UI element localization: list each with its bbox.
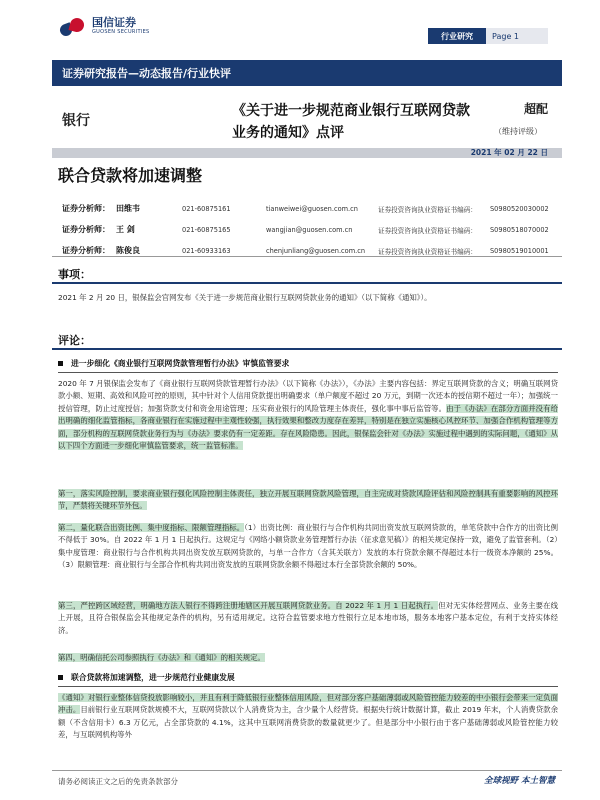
analyst-phone: 021-60875161 [182,204,231,213]
square-bullet-icon [58,675,63,680]
analyst-row [62,198,562,219]
divider [58,372,558,373]
paragraph-text: 但对无实体经营网点、业务主要在线上开展，且符合银保监会其他规定条件的机构，另有适用规定。这符合监管要求地方性银行立足本地市场，服务本地客户基本定位，有利于支持实体经济。 [58,601,558,635]
analyst-email[interactable]: tianweiwei@guosen.com.cn [266,204,358,213]
paragraph [58,488,558,513]
divider [58,686,558,687]
report-title: 《关于进一步规范商业银行互联网贷款业务的通知》点评 [232,103,470,141]
analyst-cert-number: S0980520030002 [490,204,549,213]
analyst-cert-number: S0980518070002 [490,225,549,234]
highlighted-text: 严禁将关键环节外包。 [72,501,147,511]
page-header-bar [428,28,548,44]
paragraph [58,378,558,452]
analyst-row [62,240,562,261]
page-number: Page 1 [486,28,548,44]
analyst-name: 田维韦 [116,204,140,213]
divider [52,256,562,257]
highlighted-text: 第四，明确信托公司参照执行《办法》和《通知》的相关规定。 [58,653,265,662]
analyst-cert-label: 证券投资咨询执业资格证书编码： [378,205,477,214]
highlighted-text: 《通知》从以下四个方面进一步细化审慎监管要求，统一监管标准。 [58,428,558,451]
section-bullet [58,672,558,683]
event-text: 2021 年 2 月 20 日，银保监会官网发布《关于进一步规范商业银行互联网贷款业务的通知》（以下简称《通知》）。 [58,293,432,302]
event-heading: 事项： [58,268,91,281]
analyst-email[interactable]: chenjunliang@guosen.com.cn [266,246,366,255]
industry-label: 银行 [62,113,90,129]
report-date: 2021 年 02 月 22 日 [52,148,562,158]
logo-name-en: GUOSEN SECURITIES [92,29,150,35]
analyst-row [62,219,562,240]
highlighted-text: 第二，量化联合出资比例、集中度指标、限额管理指标。 [58,523,245,532]
section-bullet [58,358,558,369]
paragraph [58,692,558,742]
analyst-phone: 021-60933163 [182,246,231,255]
report-headline: 联合贷款将加速调整 [58,166,203,185]
analyst-cert-number: S0980519010001 [490,246,549,255]
square-bullet-icon [58,361,63,366]
divider [52,348,562,350]
logo-name-cn: 国信证券 [92,16,136,29]
highlighted-text: 《通知》对银行业整体信贷投放影响较小，并且有利于降低银行业整体信用风险，但对部分客户基础薄弱或风险管控能力较差的中小银行会带来一定负面冲击。 [58,693,558,715]
disclaimer-note: 请务必阅读正文之后的免责条款部分 [58,777,178,786]
divider [52,282,562,284]
report-category-banner: 证券研究报告—动态报告/行业快评 [52,60,562,86]
analyst-phone: 021-60875165 [182,225,231,234]
paragraph-text: （1）出资比例：商业银行与合作机构共同出资发放互联网贷款的，单笔贷款中合作方的出资比例不得低于 30%。自 2022 年 1 月 1 日起执行。这规定与《网络小额贷款业务管理暂行办法（征求意见稿）》的相关规定保持一致，避免了监管套利。（2）集中度管理：商业银行与合作机构共同出资发放互联网贷款的，与单一合作方（含其关联方）发放的本行贷款余额不得超过本行一级资本净额的 25%。（3）限额管理：商业银行与全部合作机构共同出资发放的互联网贷款余额不得超过本行全部贷款余额的 50%。 [58,523,558,570]
analyst-role: 证券分析师： [62,246,110,255]
paragraph [58,600,558,637]
report-type-label: 行业研究 [428,28,486,44]
section-bullet-text: 进一步细化《商业银行互联网贷款管理暂行办法》审慎监管要求 [71,359,290,368]
rating-note: （维持评级） [494,127,542,136]
logo-mark-icon [60,16,86,36]
analyst-cert-label: 证券投资咨询执业资格证书编码： [378,226,477,235]
analyst-name: 王 剑 [116,225,135,234]
comment-heading: 评论： [58,334,91,347]
analyst-cert-label: 证券投资咨询执业资格证书编码： [378,247,477,256]
paragraph-text: 目前银行业互联网贷款规模不大，互联网贷款以个人消费贷为主，含少量个人经营贷。根据央行统计数据计算，截止 2019 年末，个人消费贷款余额（不含信用卡）6.3 万亿元，占全部贷款的 4.1%，这其中互联网消费贷款的数量就更少了。但是部分中小银行由于客户基础薄弱或风险管控能力较差，与互联网机构等外 [58,705,558,740]
paragraph-text: 2020 年 7 月银保监会发布了《商业银行互联网贷款管理暂行办法》（以下简称《办法》），《办法》主要内容包括：界定互联网贷款的含义；明确互联网贷款小额、短期、高效和风险可控的原则，其中针对个人信用贷款提出明确要求（单户额度不超过 20 万元，到期一次还本的授信期不超过一年）；加强统一授信管理，防止过度授信；加强贷款支付和资金用途管理；压实商业银行的风险管理主体责任，强化事中事后监管等。 [58,379,558,413]
divider [52,770,562,771]
rating-value: 超配 [524,102,549,116]
analyst-list [62,198,562,261]
paragraph [58,522,558,572]
company-logo [60,16,150,36]
analyst-email[interactable]: wangjian@guosen.com.cn [266,225,353,234]
analyst-role: 证券分析师： [62,204,110,213]
company-slogan: 全球视野 本土智慧 [484,776,555,786]
analyst-role: 证券分析师： [62,225,110,234]
highlighted-text: 第三，严控跨区域经营，明确地方法人银行不得跨注册地辖区开展互联网贷款业务。自 2022 年 1 月 1 日起执行。 [58,601,439,610]
highlighted-text: 第一，落实风险控制，要求商业银行强化风险控制主体责任，独立开展互联网贷款风险管理，自主完成对贷款风险评估和风险控制具有重要影响的风控环节， [58,489,558,511]
analyst-name: 陈俊良 [116,246,140,255]
paragraph [58,652,558,664]
section-bullet-text: 联合贷款将加速调整，进一步规范行业健康发展 [71,673,235,682]
highlighted-text: 由于《办法》在部分方面并没有给出明确的细化监管指标，各商业银行在实施过程中主观性较强，执行效果和整改力度存在差异，特别是在独立实施核心风控环节、加强合作机构管理等方面，部分机构的互联网贷款业务行为与《办法》要求仍有一定差距。存在风险隐患。因此，银保监会针对《办法》实施过程中遇到的实际问题， [58,403,558,438]
